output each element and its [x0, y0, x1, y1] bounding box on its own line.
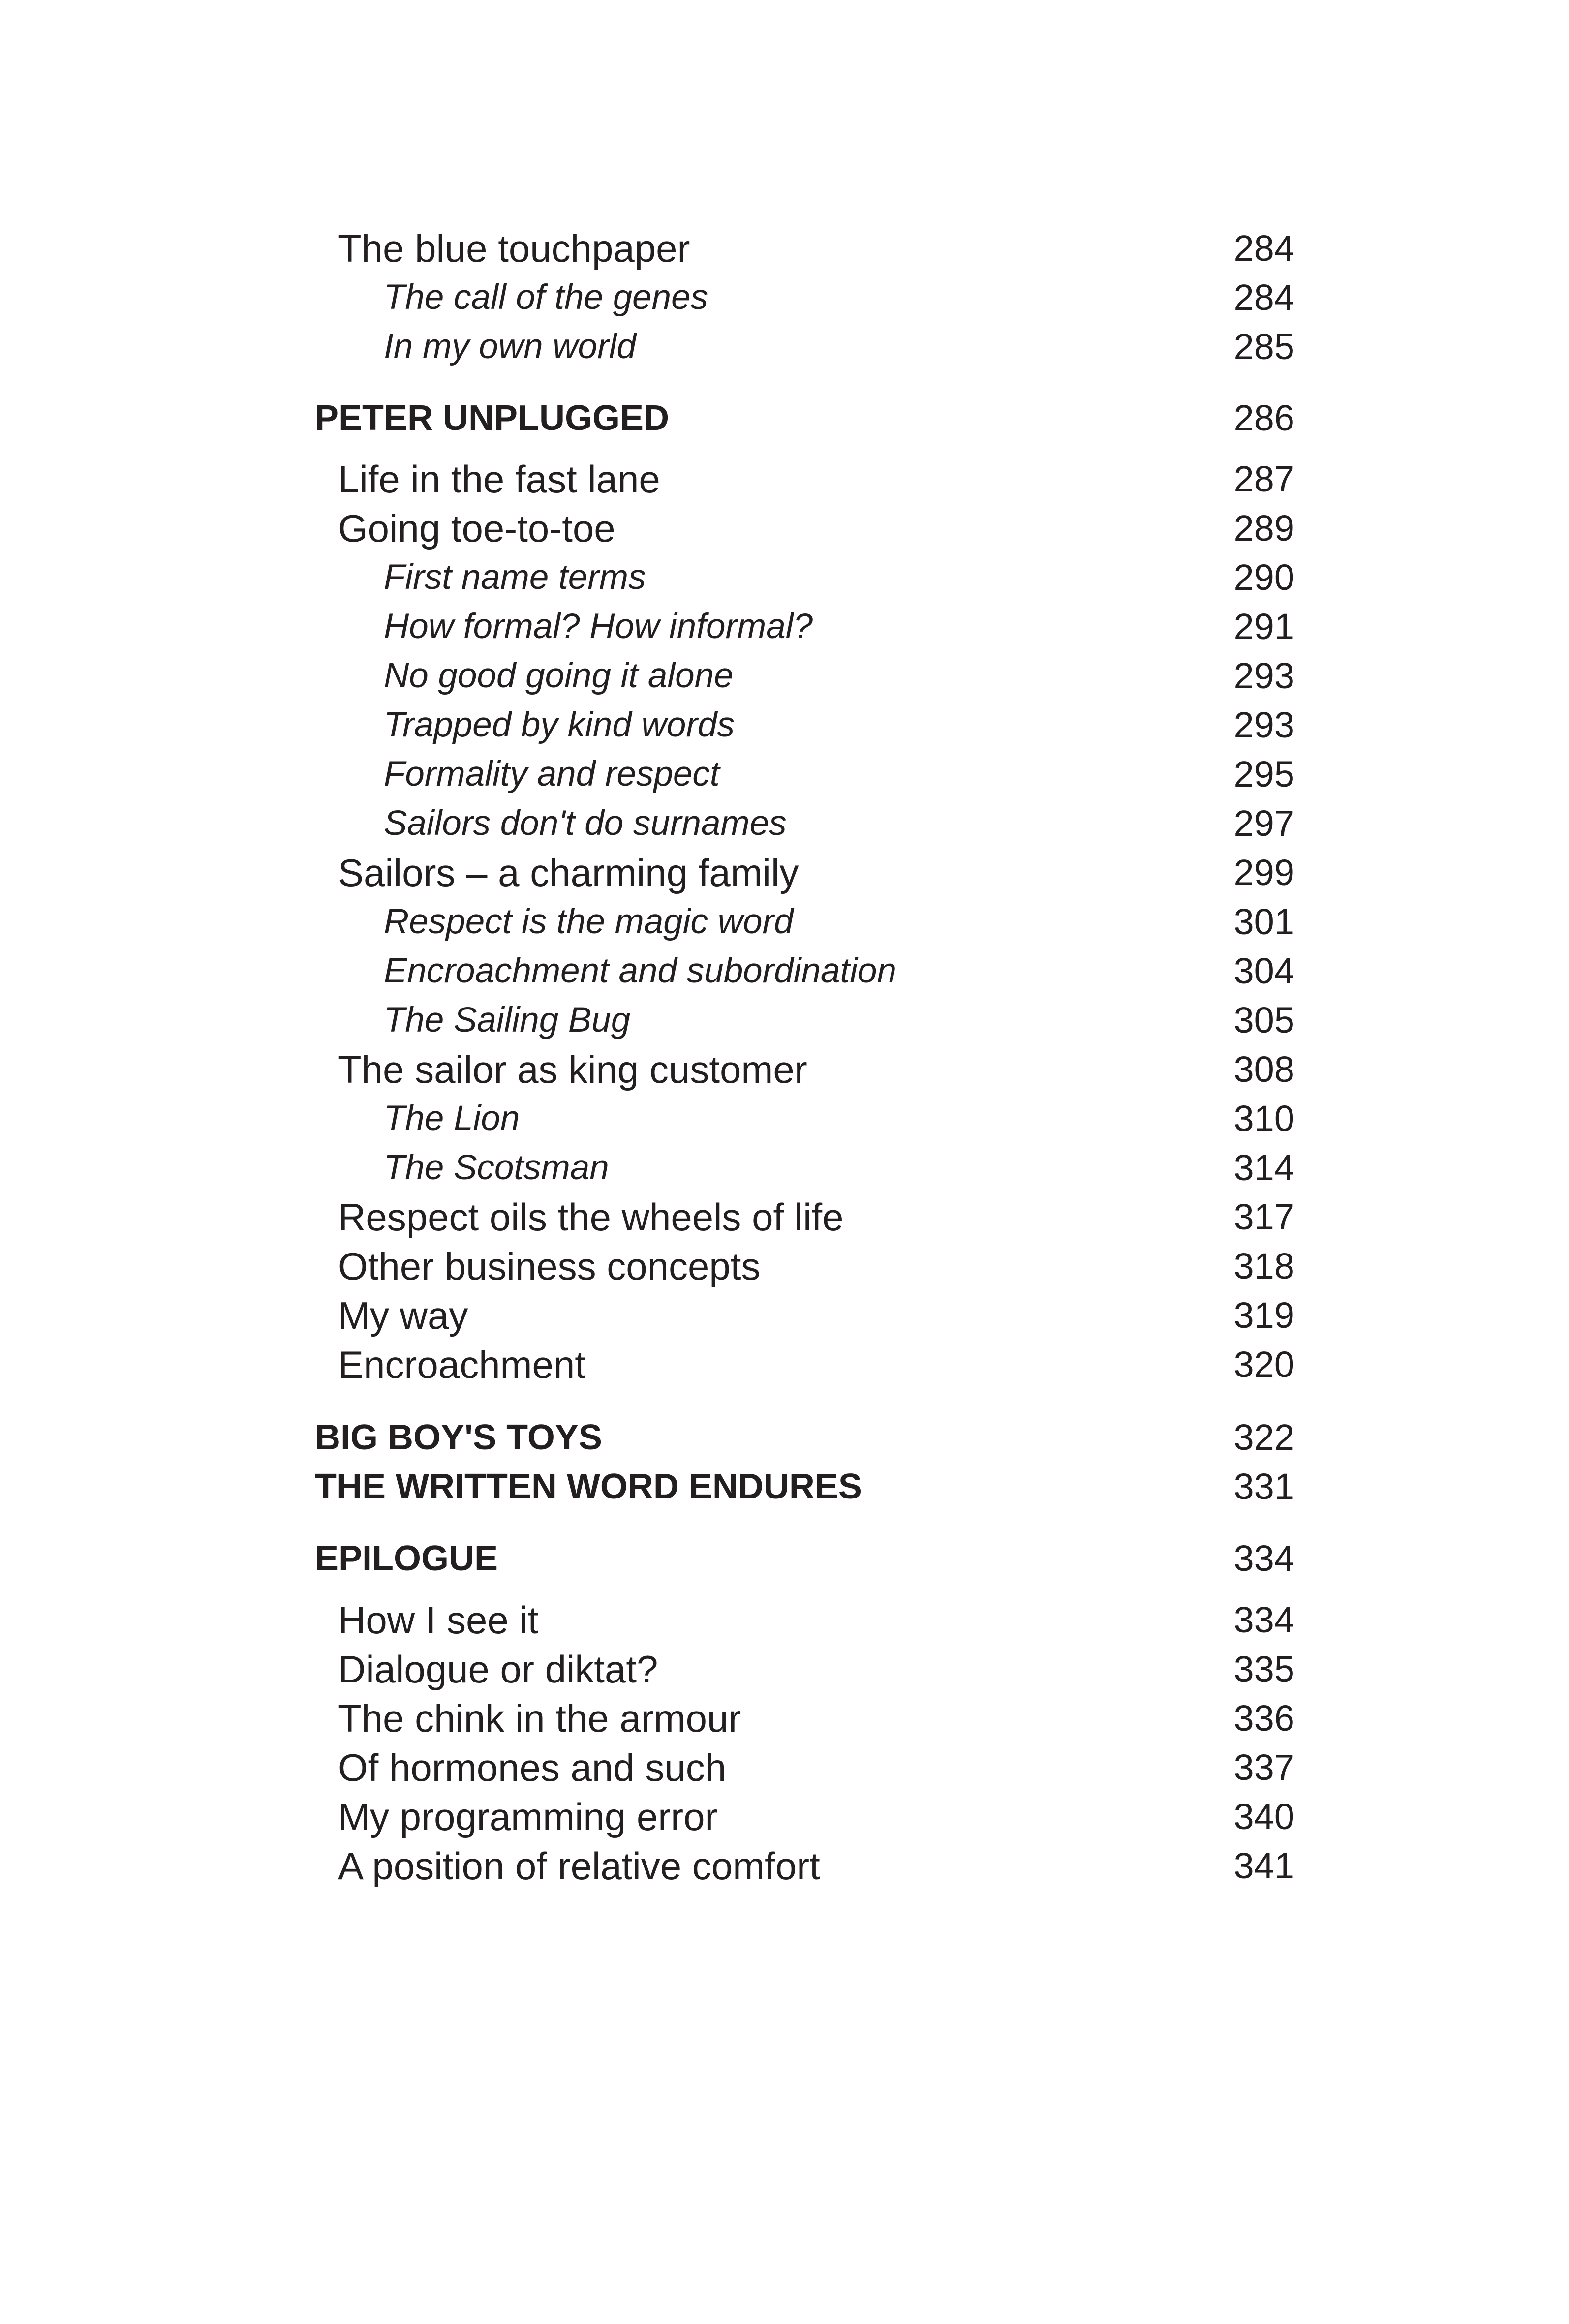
toc-entry: [0, 750, 1569, 799]
toc-entry: [0, 1094, 1569, 1143]
toc-entry-page: 293: [1233, 704, 1294, 745]
toc-entry-page: 299: [1233, 852, 1294, 893]
toc-entry-title: Of hormones and such: [338, 1746, 727, 1789]
toc-entry: [0, 1694, 1569, 1743]
toc-entry-title: Formality and respect: [384, 755, 720, 794]
toc-entry: [0, 504, 1569, 553]
toc-entry-page: 320: [1233, 1344, 1294, 1385]
toc-entry: [0, 1291, 1569, 1340]
toc-entry: [0, 947, 1569, 996]
toc-entry-title: How I see it: [338, 1598, 539, 1642]
toc-entry-title: In my own world: [384, 327, 636, 366]
toc-entry-title: PETER UNPLUGGED: [315, 398, 670, 438]
toc-entry: [0, 996, 1569, 1045]
toc-entry-title: The chink in the armour: [338, 1697, 741, 1740]
toc-entry-page: 308: [1233, 1049, 1294, 1090]
toc-part-heading: [0, 1534, 1569, 1583]
toc-entry-page: 291: [1233, 606, 1294, 647]
toc-entry-page: 305: [1233, 1000, 1294, 1040]
toc-entry-page: 301: [1233, 901, 1294, 942]
toc-entry-title: The Lion: [384, 1099, 520, 1138]
toc-entry-page: 335: [1233, 1649, 1294, 1689]
toc-entry: [0, 1743, 1569, 1792]
toc-entry-title: EPILOGUE: [315, 1539, 498, 1578]
toc-entry-title: Encroachment: [338, 1343, 585, 1386]
toc-entry-page: 336: [1233, 1698, 1294, 1739]
toc-entry: [0, 701, 1569, 750]
toc-entry-title: Respect is the magic word: [384, 902, 794, 941]
toc-entry-page: 284: [1233, 228, 1294, 269]
toc-entry-page: 340: [1233, 1796, 1294, 1837]
toc-entry-page: 310: [1233, 1098, 1294, 1139]
toc-entry-page: 334: [1233, 1599, 1294, 1640]
toc-entry-title: Life in the fast lane: [338, 458, 660, 501]
toc-entry: [0, 1143, 1569, 1193]
toc-entry: [0, 1841, 1569, 1891]
toc-entry-title: Other business concepts: [338, 1245, 761, 1288]
toc-entry-page: 318: [1233, 1246, 1294, 1286]
toc-entry: [0, 553, 1569, 602]
toc-entry-page: 285: [1233, 326, 1294, 367]
toc-entry-page: 317: [1233, 1196, 1294, 1237]
toc-entry: [0, 1340, 1569, 1389]
toc-entry-page: 290: [1233, 557, 1294, 598]
toc-entry: [0, 651, 1569, 701]
toc-entry: [0, 224, 1569, 273]
toc-entry-title: Respect oils the wheels of life: [338, 1195, 844, 1239]
toc-entry-title: A position of relative comfort: [338, 1844, 820, 1888]
toc-entry: [0, 848, 1569, 897]
toc-entry-title: The Scotsman: [384, 1148, 609, 1187]
toc-entry-title: Encroachment and subordination: [384, 951, 897, 990]
toc-entry-title: Sailors – a charming family: [338, 851, 799, 894]
toc-entry-title: No good going it alone: [384, 656, 734, 695]
toc-entry: [0, 1045, 1569, 1094]
toc-entry-page: 297: [1233, 803, 1294, 844]
toc-part-heading: [0, 1462, 1569, 1511]
toc-entry-page: 341: [1233, 1845, 1294, 1886]
toc-entry-page: 286: [1233, 398, 1294, 438]
toc-entry-page: 319: [1233, 1295, 1294, 1336]
toc-entry: [0, 1193, 1569, 1242]
toc-entry-page: 322: [1233, 1417, 1294, 1458]
toc-entry: [0, 897, 1569, 947]
toc-part-heading: [0, 394, 1569, 443]
toc-entry-page: 287: [1233, 459, 1294, 499]
toc-entry-title: Sailors don't do surnames: [384, 804, 787, 843]
toc-entry-page: 284: [1233, 277, 1294, 318]
toc-entry: [0, 602, 1569, 651]
toc-entry-title: Dialogue or diktat?: [338, 1648, 658, 1691]
toc-entry: [0, 1242, 1569, 1291]
toc-part-heading: [0, 1413, 1569, 1462]
toc-entry-page: 295: [1233, 754, 1294, 795]
toc-entry-title: My programming error: [338, 1795, 718, 1838]
toc-entry-title: Going toe-to-toe: [338, 507, 615, 550]
toc-entry: [0, 799, 1569, 848]
toc-entry: [0, 273, 1569, 322]
toc-entry-page: 293: [1233, 655, 1294, 696]
toc-entry-title: The blue touchpaper: [338, 227, 690, 270]
toc-entry: [0, 1792, 1569, 1841]
toc-entry-title: My way: [338, 1294, 468, 1337]
toc-entry-page: 304: [1233, 950, 1294, 991]
toc-entry-title: The Sailing Bug: [384, 1001, 631, 1040]
toc-entry-title: Trapped by kind words: [384, 705, 735, 744]
toc-entry-page: 331: [1233, 1466, 1294, 1507]
toc-entry-title: THE WRITTEN WORD ENDURES: [315, 1467, 862, 1506]
toc-entry-title: The sailor as king customer: [338, 1048, 807, 1091]
toc-entry: [0, 1645, 1569, 1694]
toc-entry: [0, 455, 1569, 504]
toc-entry-title: First name terms: [384, 558, 646, 597]
toc-entry: [0, 1595, 1569, 1645]
toc-entry-page: 337: [1233, 1747, 1294, 1788]
toc-entry-page: 334: [1233, 1538, 1294, 1579]
toc-entry-title: How formal? How informal?: [384, 607, 813, 646]
toc-entry-title: The call of the genes: [384, 278, 708, 317]
toc-entry: [0, 322, 1569, 371]
toc-entry-page: 314: [1233, 1147, 1294, 1188]
toc-entry-page: 289: [1233, 508, 1294, 549]
toc-entry-title: BIG BOY'S TOYS: [315, 1418, 602, 1457]
